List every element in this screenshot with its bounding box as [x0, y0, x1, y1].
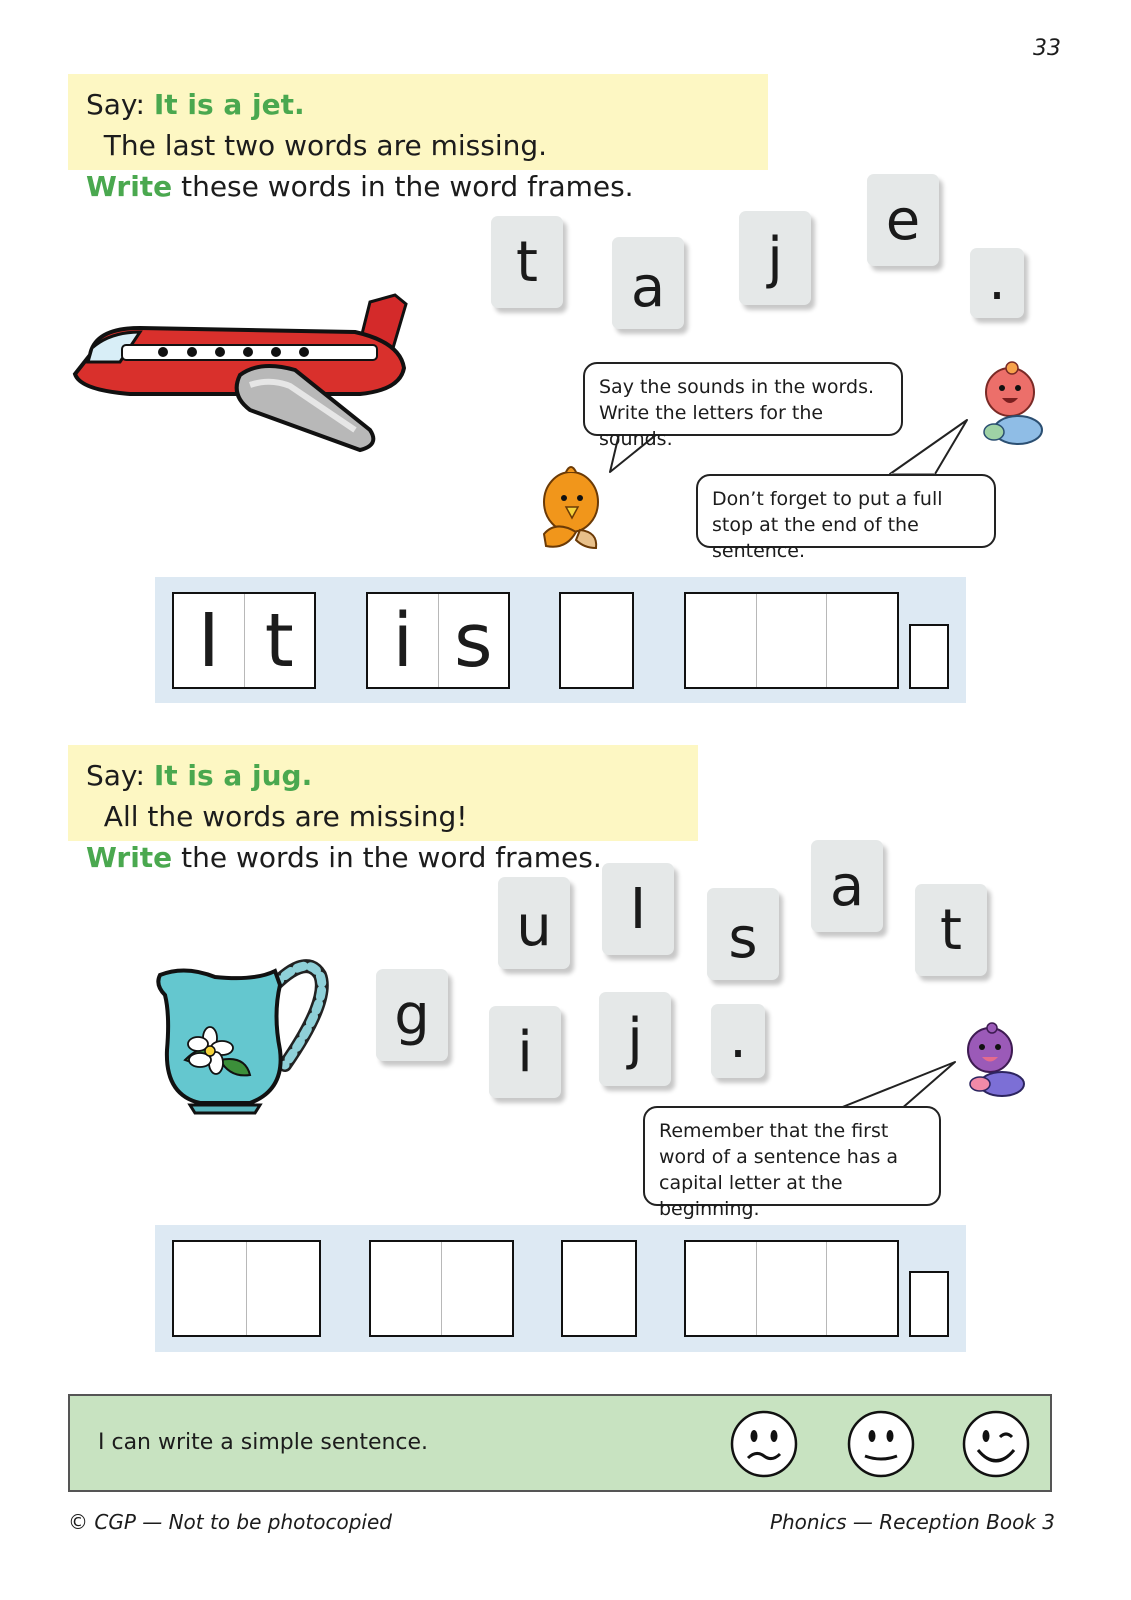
letter-cell[interactable] [371, 1242, 441, 1335]
word-frame-blank-1[interactable] [559, 592, 634, 689]
assessment-statement: I can write a simple sentence. [98, 1430, 429, 1455]
footer-copyright: © CGP — Not to be photocopied [68, 1510, 392, 1534]
full-stop-box[interactable] [909, 1271, 949, 1337]
jug-image [155, 955, 330, 1115]
letter-tile[interactable]: I [602, 863, 674, 955]
letter-tile[interactable]: j [739, 211, 811, 305]
instruction-2-line1 [86, 755, 680, 837]
say-label: Say: [86, 759, 154, 792]
word-frame-blank-2b[interactable] [369, 1240, 514, 1337]
instruction-1 [68, 74, 768, 203]
speech-bubble-sounds: Say the sounds in the words. Write the letters for the sounds. [583, 362, 903, 436]
letter-cell[interactable] [826, 594, 897, 687]
speech-bubble-full-stop: Don’t forget to put a full stop at the end of the sentence. [696, 474, 996, 548]
orange-bird-icon [536, 462, 606, 557]
letter-cell[interactable] [246, 1242, 319, 1335]
letter-cell: I [197, 597, 220, 684]
letter-tile[interactable]: t [491, 216, 563, 308]
write-label: Write [86, 841, 173, 874]
letter-tile[interactable]: a [811, 840, 883, 932]
letter-cell[interactable] [174, 1242, 246, 1335]
letter-tile[interactable]: i [489, 1006, 561, 1098]
full-stop-box[interactable] [909, 624, 949, 689]
letter-cell: t [244, 594, 315, 687]
say-label: Say: [86, 88, 154, 121]
word-frame-band-1 [155, 577, 966, 703]
full-stop-tile[interactable]: . [711, 1004, 765, 1078]
letter-tile[interactable]: u [498, 877, 570, 969]
instruction-text: The last two words are missing. [86, 129, 548, 162]
unsure-face-icon[interactable] [730, 1410, 798, 1478]
letter-tile[interactable]: a [612, 237, 684, 329]
purple-bug-icon [962, 1022, 1034, 1107]
word-frame-blank-1[interactable] [561, 1240, 637, 1337]
neutral-face-icon[interactable] [847, 1410, 915, 1478]
instruction-text: these words in the word frames. [172, 170, 634, 203]
letter-tile[interactable]: j [599, 992, 671, 1086]
word-frame-it [172, 592, 316, 689]
letter-cell[interactable] [756, 1242, 827, 1335]
instruction-2 [68, 745, 698, 874]
letter-tile[interactable]: e [867, 174, 939, 266]
instruction-2-line2 [86, 837, 680, 878]
word-frame-is [366, 592, 510, 689]
target-sentence: It is a jug. [153, 759, 313, 792]
footer-book-title: Phonics — Reception Book 3 [769, 1510, 1055, 1534]
pink-bug-icon [980, 360, 1050, 455]
target-sentence: It is a jet. [153, 88, 305, 121]
word-frame-blank-2a[interactable] [172, 1240, 321, 1337]
instruction-1-line2 [86, 166, 750, 207]
letter-tile[interactable]: s [707, 888, 779, 980]
letter-cell[interactable] [561, 594, 632, 687]
self-assessment-box [68, 1394, 1052, 1492]
instruction-text: the words in the word frames. [172, 841, 602, 874]
letter-tile[interactable]: t [915, 884, 987, 976]
word-frame-blank-3[interactable] [684, 592, 899, 689]
instruction-1-line1 [86, 84, 750, 166]
speech-bubble-capital: Remember that the first word of a sentence has a capital letter at the beginning. [643, 1106, 941, 1206]
word-frame-blank-3[interactable] [684, 1240, 899, 1337]
letter-cell: s [438, 594, 509, 687]
full-stop-tile[interactable]: . [970, 248, 1024, 318]
write-label: Write [86, 170, 173, 203]
word-frame-band-2 [155, 1225, 966, 1352]
instruction-text: All the words are missing! [86, 800, 468, 833]
letter-cell[interactable] [441, 1242, 512, 1335]
letter-cell: i [392, 597, 414, 684]
page-number: 33 [1033, 36, 1061, 61]
letter-cell[interactable] [563, 1242, 635, 1335]
letter-cell[interactable] [686, 594, 756, 687]
letter-cell[interactable] [686, 1242, 756, 1335]
letter-tile[interactable]: g [376, 969, 448, 1061]
letter-cell[interactable] [756, 594, 827, 687]
happy-face-icon[interactable] [962, 1410, 1030, 1478]
plane-image [70, 290, 415, 460]
letter-cell[interactable] [826, 1242, 897, 1335]
